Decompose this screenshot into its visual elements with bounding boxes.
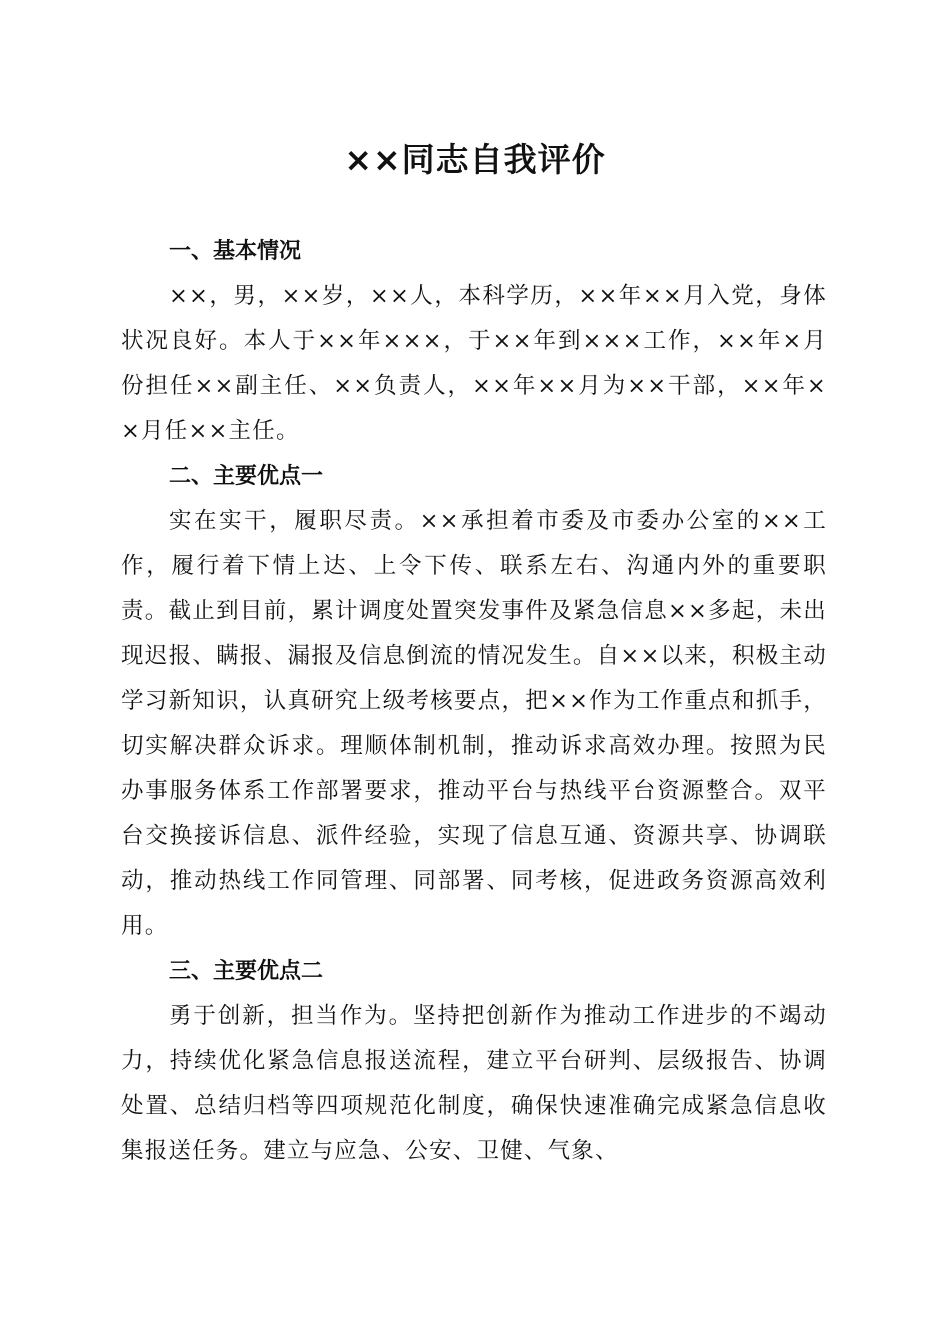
section-paragraph-basic-info: ××，男，××岁，××人，本科学历，××年××月入党，身体状况良好。本人于××年×××，于××年到×××工作，××年×月份担任××副主任、××负责人，××年××月为××干部，××年××月任××主任。 <box>121 283 827 444</box>
document-body <box>121 229 827 1174</box>
section-heading-strength-one: 二、主要优点一 <box>169 464 324 489</box>
section-heading-strength-two: 三、主要优点二 <box>169 959 324 984</box>
section-paragraph-strength-two: 勇于创新，担当作为。坚持把创新作为推动工作进步的不竭动力，持续优化紧急信息报送流程，建立平台研判、层级报告、协调处置、总结归档等四项规范化制度，确保快速准确完成紧急信息收集报送任务。建立与应急、公安、卫健、气象、 <box>121 1003 827 1164</box>
section-paragraph-strength-one: 实在实干，履职尽责。××承担着市委及市委办公室的××工作，履行着下情上达、上令下传、联系左右、沟通内外的重要职责。截止到目前，累计调度处置突发事件及紧急信息××多起，未出现迟报、瞒报、漏报及信息倒流的情况发生。自××以来，积极主动学习新知识，认真研究上级考核要点，把××作为工作重点和抓手，切实解决群众诉求。理顺体制机制，推动诉求高效办理。按照为民办事服务体系工作部署要求，推动平台与热线平台资源整合。双平台交换接诉信息、派件经验，实现了信息互通、资源共享、协调联动，推动热线工作同管理、同部署、同考核，促进政务资源高效利用。 <box>121 508 827 939</box>
document-title: ××同志自我评价 <box>344 140 606 179</box>
section-heading-basic-info: 一、基本情况 <box>169 239 302 264</box>
